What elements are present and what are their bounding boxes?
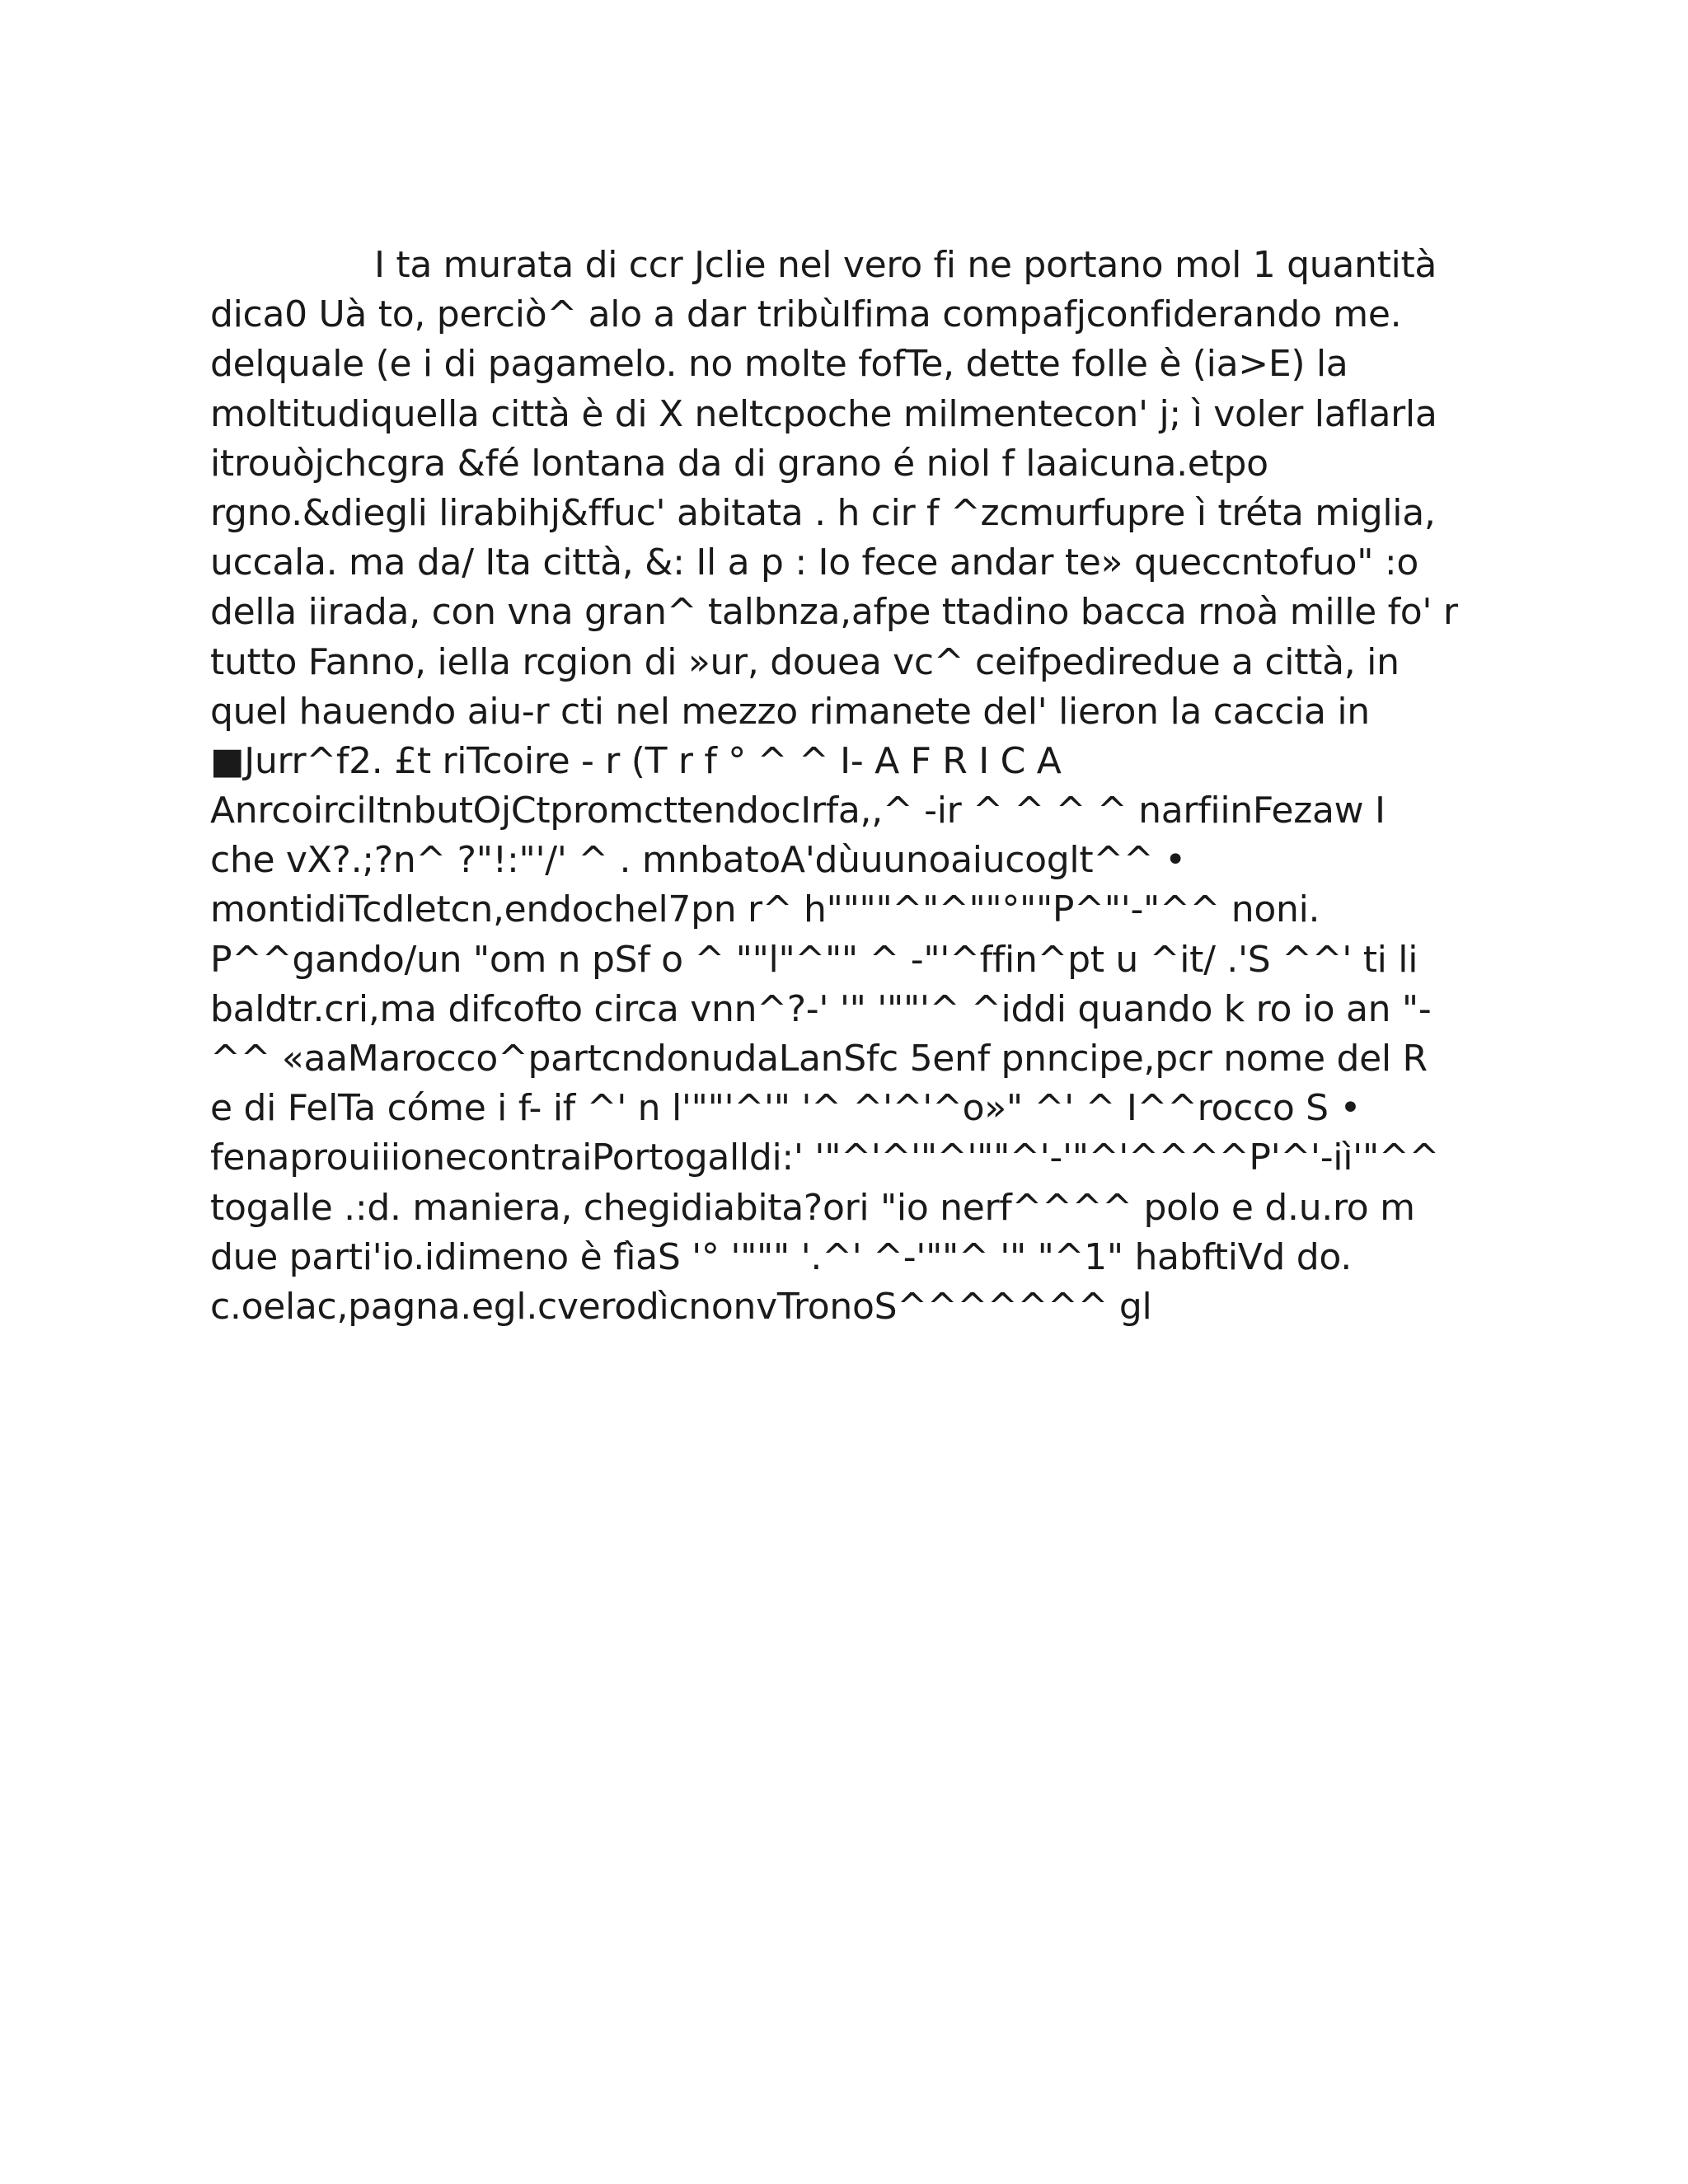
text-line: fenaprouiiionecontraiPortogalldi:' '"^'^'"^'""^'-'"^'^^^^P'^'-iì'"^^ [210,1137,1440,1179]
text-line: c.oelac,pagna.egl.cverodìcnonvTronoS^^^^^^^ gl [210,1285,1152,1328]
text-line: ^^ «aaMarocco^partcndonudaLanSfc 5enf pnncipe,pcr nome del R [210,1038,1428,1080]
text-line: e di FelTa cóme i f- if ^' n l'""'^'" '^ ^'^'^o»" ^' ^ I^^rocco S • [210,1087,1362,1130]
text-line: che vX?.;?n^ ?"!:"'/' ^ . mnbatoA'dùuunoaiucoglt^^ • [210,839,1186,882]
text-line: dica0 Uà to, perciò^ alo a dar tribùIfima compafjconfiderando me. [210,293,1402,336]
text-line: tutto Fanno, iella rcgion di »ur, douea vc^ ceifpediredue a città, in [210,640,1400,683]
text-line: itrouòjchcgra &fé lontana da di grano é niol f laaicuna.etpo [210,442,1268,485]
text-line: moltitudiquella città è di X neltcpoche milmentecon' j; ì voler laflarla [210,392,1437,435]
text-line: quel hauendo aiu-r cti nel mezzo rimanete del' lieron la caccia in [210,690,1370,733]
text-line: P^^gando/un "om n pSf o ^ ""l"^"" ^ -"'^ffin^pt u ^it/ .'S ^^' ti li [210,938,1418,981]
text-line: AnrcoirciItnbutOjCtpromcttendocIrfa,,^ -ir ^ ^ ^ ^ narfiinFezaw I [210,790,1386,832]
text-line: rgno.&diegli lirabihj&ffuc' abitata . h cir f ^zcmurfupre ì tréta miglia, [210,491,1436,534]
text-line: I ta murata di ccr Jclie nel vero fi ne portano mol 1 quantità [374,244,1437,286]
text-line: della iirada, con vna gran^ talbnza,afpe ttadino bacca rnoà mille fo' r [210,591,1458,634]
text-line: delquale (e i di pagamelo. no molte fofTe, dette folle è (ia>E) la [210,343,1348,386]
text-line: montidiTcdletcn,endochel7pn r^ h""""^"^""°""P^"'-"^^ noni. [210,888,1320,931]
text-line: ■Jurr^f2. £t riTcoire - r (T r f ° ^ ^ I- A F R I C A [210,739,1062,782]
body-text [210,241,1496,1332]
text-line: due parti'io.idimeno è fìaS '° '""" '.^' ^-'""^ '" "^1" habftiVd do. [210,1235,1352,1278]
text-line: togalle .:d. maniera, chegidiabita?ori "io nerf^^^^ polo e d.u.ro m [210,1186,1415,1229]
text-line: baldtr.cri,ma difcofto circa vnn^?-' '" '""'^ ^iddi quando k ro io an "- [210,987,1432,1030]
text-line: uccala. ma da/ Ita città, &: Il a p : Io fece andar te» queccntofuo" :o [210,541,1418,584]
